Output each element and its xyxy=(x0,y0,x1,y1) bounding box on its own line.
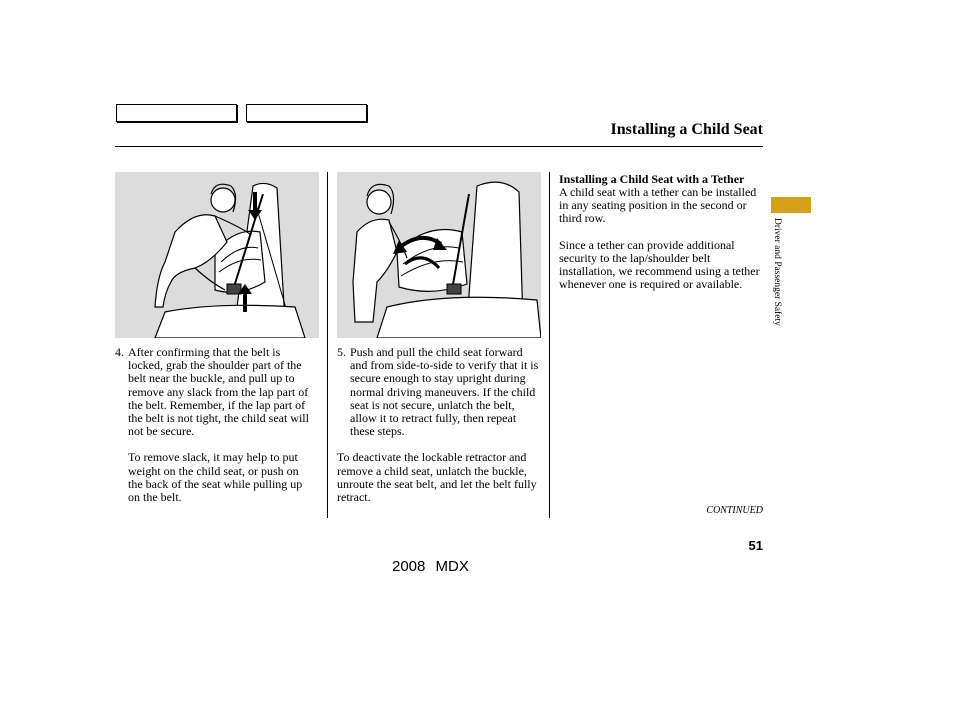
paragraph: Since a tether can provide additional security to the lap/shoulder belt installation, we recommend using a tether whenever one is required or available. xyxy=(559,237,760,292)
left-column-text xyxy=(115,346,315,504)
paragraph: A child seat with a tether can be installed in any seating position in the second or third row. xyxy=(559,185,757,226)
step-note: To deactivate the lockable retractor and remove a child seat, unlatch the buckle, unroute the seat belt, and let the belt fully retract. xyxy=(337,450,537,505)
page-number: 51 xyxy=(748,538,763,553)
page-title: Installing a Child Seat xyxy=(610,121,763,138)
column-divider-1 xyxy=(327,172,328,518)
middle-column-text xyxy=(337,346,540,504)
step-number: 4. xyxy=(115,345,124,359)
step-text: Push and pull the child seat forward and from side-to-side to verify that it is secure enough to stay upright during normal driving maneuvers. If the child seat is not secure, unlatch the belt, allow it to retract fully, then repeat these steps. xyxy=(350,345,539,439)
step-note: To remove slack, it may help to put weight on the child seat, or push on the back of the seat while pulling up on the belt. xyxy=(128,450,303,505)
step-5 xyxy=(337,346,540,438)
nav-box-1[interactable] xyxy=(116,104,237,122)
right-column-text xyxy=(559,173,762,291)
header-rule xyxy=(115,146,763,147)
section-tab-label: Driver and Passenger Safety xyxy=(772,218,782,326)
section-tab[interactable] xyxy=(771,197,811,213)
section-heading: Installing a Child Seat with a Tether xyxy=(559,172,745,186)
column-divider-2 xyxy=(549,172,550,518)
illustration-middle xyxy=(337,172,541,338)
step-number: 5. xyxy=(337,345,346,359)
step-4 xyxy=(115,346,315,438)
illustration-left xyxy=(115,172,319,338)
footer-model: 2008 MDX xyxy=(392,558,469,575)
nav-box-2[interactable] xyxy=(246,104,367,122)
continued-label: CONTINUED xyxy=(706,505,763,516)
step-text: After confirming that the belt is locked, grab the shoulder part of the belt near the buckle, and pull up to remove any slack from the lap part of the belt. Remember, if the lap part of the belt is not tight, the child seat will not be secure. xyxy=(128,345,309,439)
